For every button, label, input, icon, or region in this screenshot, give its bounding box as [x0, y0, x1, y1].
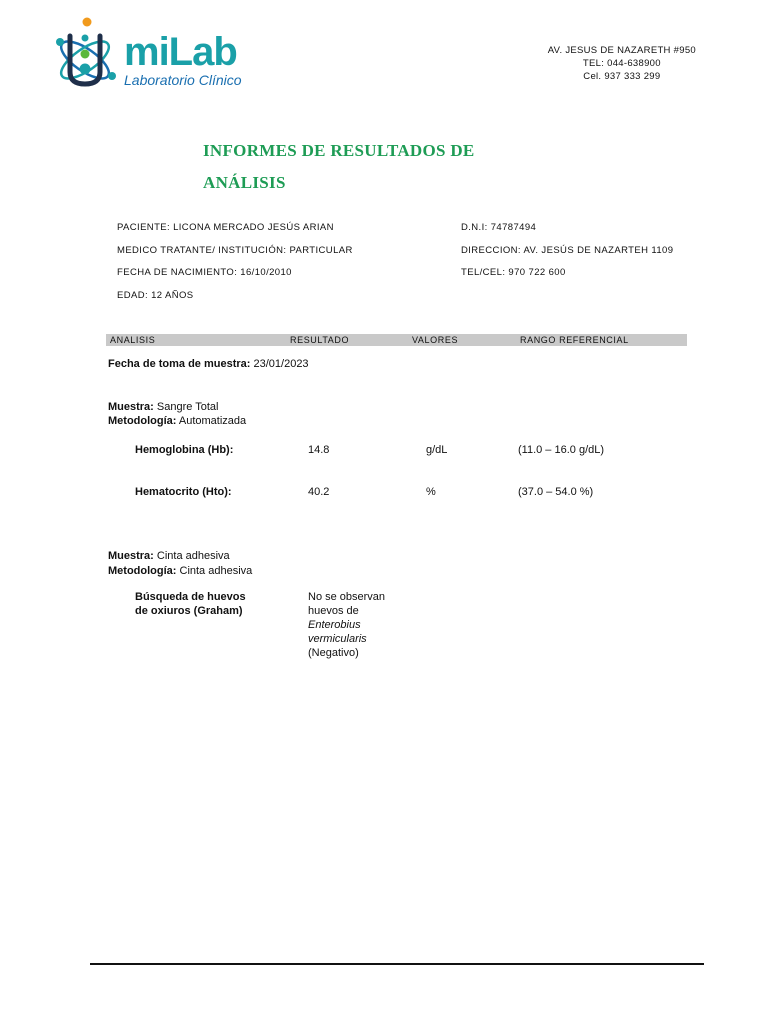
metodologia-label: Metodología: — [108, 565, 177, 577]
milab-logo — [52, 14, 262, 96]
muestra-label: Muestra: — [108, 550, 154, 562]
report-title — [203, 135, 475, 199]
muestra-label: Muestra: — [108, 401, 154, 413]
muestra-value: Cinta adhesiva — [156, 550, 230, 562]
footer-divider — [90, 963, 704, 965]
metodologia-value: Cinta adhesiva — [179, 565, 253, 577]
phone-line: TEL: 044-638900 — [582, 58, 661, 69]
report-title-line2: ANÁLISIS — [203, 173, 286, 192]
result-row-name: Hematocrito (Hto): — [135, 486, 232, 498]
graham-test-name — [135, 590, 246, 618]
section1-metodologia — [108, 414, 246, 428]
header-resultado: RESULTADO — [290, 335, 350, 345]
section1-muestra — [108, 400, 218, 414]
header-valores: VALORES — [412, 335, 459, 345]
graham-test-line: de oxiuros (Graham) — [135, 605, 243, 617]
metodologia-label: Metodología: — [108, 415, 177, 427]
header-rango: RANGO REFERENCIAL — [520, 335, 629, 345]
sample-date-value: 23/01/2023 — [253, 358, 309, 370]
header-analisis: ANALISIS — [110, 335, 156, 345]
sample-date — [108, 357, 309, 371]
lab-address — [548, 44, 696, 83]
atom-flask-icon — [52, 14, 122, 96]
muestra-value: Sangre Total — [156, 401, 219, 413]
result-row-range: (11.0 – 16.0 g/dL) — [518, 444, 605, 456]
result-row-value: 14.8 — [308, 444, 330, 456]
report-title-line1: INFORMES DE RESULTADOS DE — [203, 141, 475, 160]
graham-result-species: vermicularis — [308, 633, 367, 645]
patient-dni: D.N.I: 74787494 — [461, 222, 537, 233]
address-line: AV. JESUS DE NAZARETH #950 — [547, 45, 696, 56]
patient-birthdate: FECHA DE NACIMIENTO: 16/10/2010 — [117, 267, 292, 278]
sample-date-label: Fecha de toma de muestra: — [108, 358, 251, 370]
result-row-name: Hemoglobina (Hb): — [135, 444, 234, 456]
graham-result-species: Enterobius — [308, 619, 361, 631]
cell-line: Cel. 937 333 299 — [583, 71, 661, 82]
patient-doctor: MEDICO TRATANTE/ INSTITUCIÓN: PARTICULAR — [117, 245, 353, 256]
result-row-value: 40.2 — [308, 486, 330, 498]
section2-metodologia — [108, 564, 252, 578]
graham-result-line: No se observan — [308, 591, 386, 603]
result-row-range: (37.0 – 54.0 %) — [518, 486, 594, 498]
graham-result — [308, 590, 385, 660]
patient-address: DIRECCION: AV. JESÚS DE NAZARTEH 1109 — [461, 245, 674, 256]
graham-result-line: huevos de — [308, 605, 359, 617]
graham-test-line: Búsqueda de huevos — [135, 591, 246, 603]
logo-subtitle: Laboratorio Clínico — [124, 72, 242, 88]
patient-age: EDAD: 12 AÑOS — [117, 290, 194, 301]
patient-name: PACIENTE: LICONA MERCADO JESÚS ARIAN — [117, 222, 334, 233]
graham-result-verdict: (Negativo) — [308, 647, 359, 659]
patient-phone: TEL/CEL: 970 722 600 — [461, 267, 566, 278]
logo-name: miLab — [124, 30, 237, 74]
metodologia-value: Automatizada — [178, 415, 247, 427]
result-row-unit: % — [426, 486, 436, 498]
result-row-unit: g/dL — [426, 444, 448, 456]
section2-muestra — [108, 549, 230, 563]
